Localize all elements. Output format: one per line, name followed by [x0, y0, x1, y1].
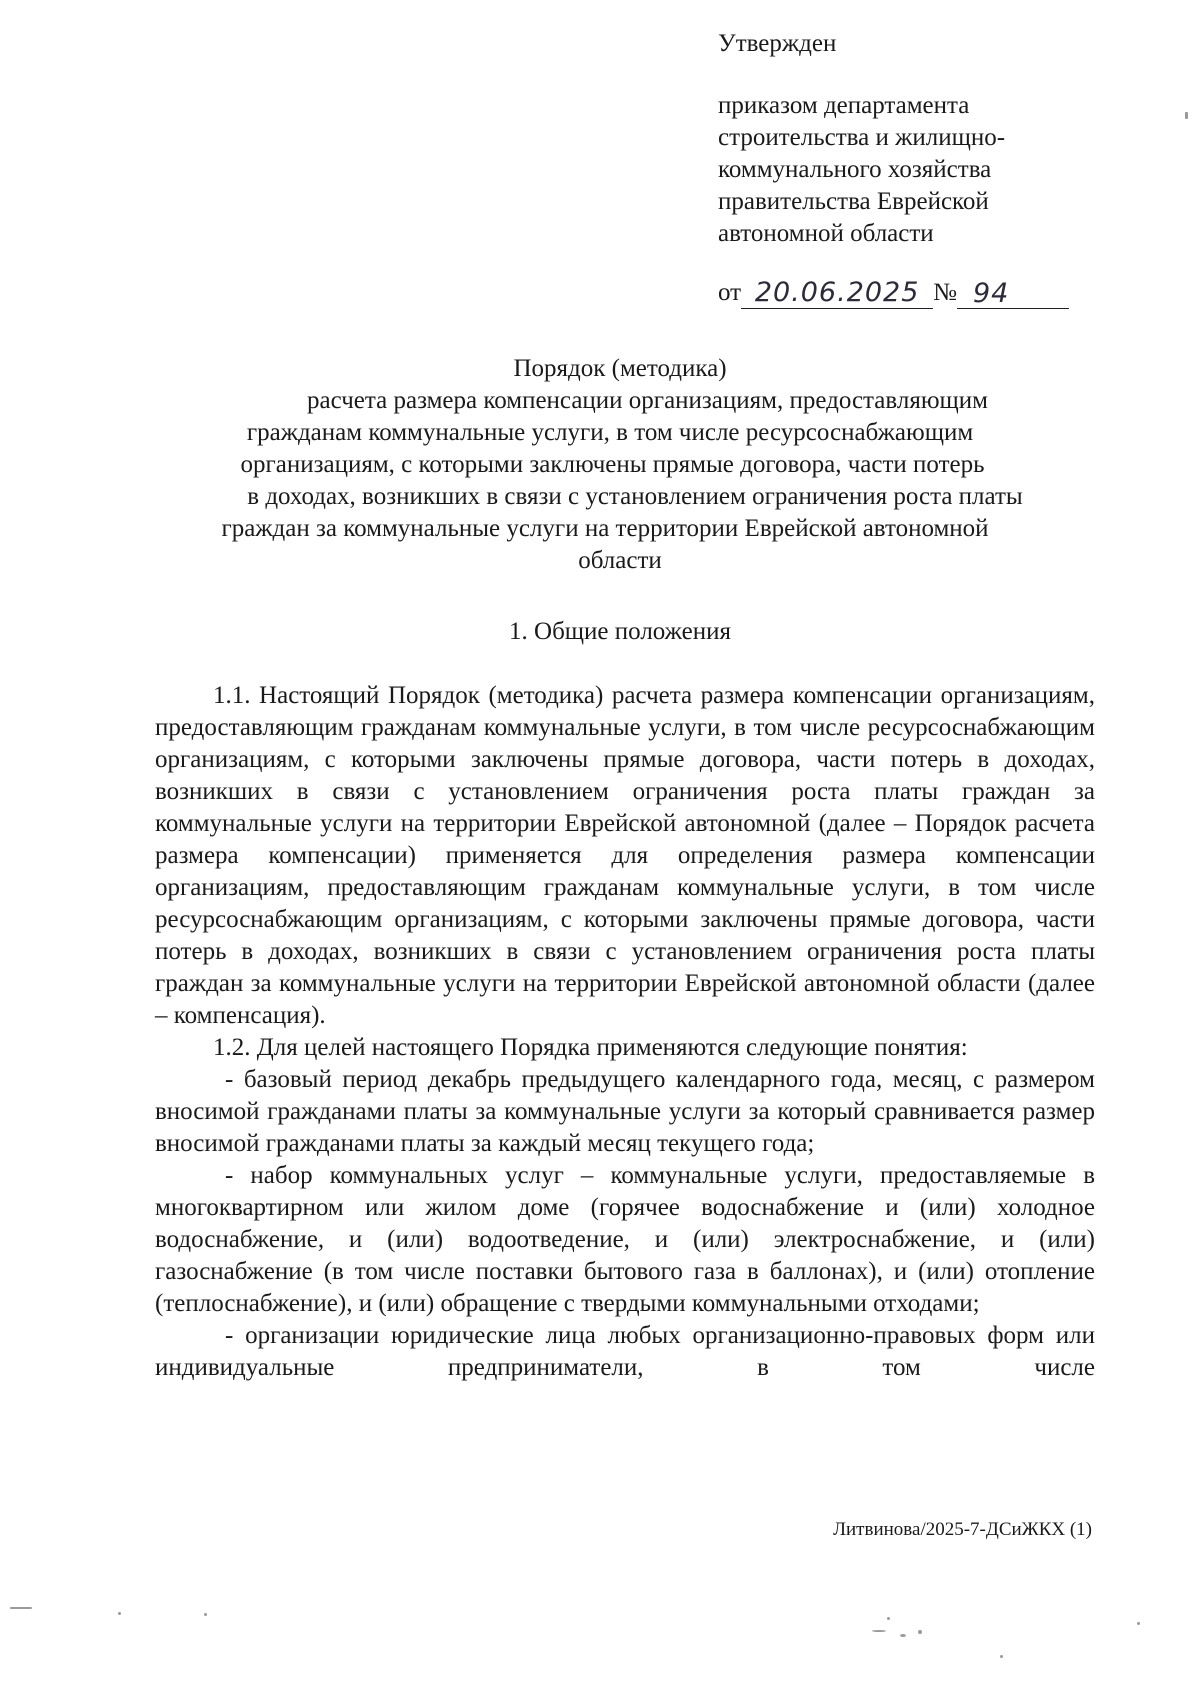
heading-line: расчета размера компенсации организациям, предоставляющим — [307, 387, 988, 414]
heading-line: гражданам коммунальные услуги, в том числе ресурсоснабжающим — [246, 419, 974, 446]
approval-stamp — [718, 28, 1098, 250]
approval-line: автономной области — [718, 220, 934, 247]
from-label: от — [718, 279, 742, 306]
approval-line: строительства и жилищно- — [718, 124, 1006, 151]
paragraph: 1.2. Для целей настоящего Порядка применяются следующие понятия: — [213, 1034, 968, 1061]
approval-line: правительства Еврейской — [718, 188, 989, 215]
paragraph: - базовый период декабрь предыдущего календарного года, месяц, с размером вносимой гражданами платы за коммунальные услуги за который сравнивается размер вносимой гражданами платы за каждый месяц текущего года; — [155, 1066, 1095, 1157]
approval-title: Утвержден — [718, 30, 837, 57]
paragraph: - организации юридические лица любых организационно-правовых форм или индивидуальные предприниматели, в том числе — [155, 1322, 1095, 1381]
body-text — [155, 680, 1095, 1384]
paragraph: 1.1. Настоящий Порядок (методика) расчета размера компенсации организациям, предоставляющим гражданам коммунальные услуги, в том числе ресурсоснабжающим организациям, с которыми заключены прямые договора, части потерь в доходах, возникших в связи с установлением ограничения роста платы граждан за коммунальные услуги на территории Еврейской автономной (далее – Порядок расчета размера компенсации) применяется для определения размера компенсации организациям, предоставляющим гражданам коммунальные услуги, в том числе ресурсоснабжающим организациям, с которыми заключены прямые договора, части потерь в доходах, возникших в связи с установлением ограничения роста платы граждан за коммунальные услуги на территории Еврейской автономной области (далее – компенсация). — [155, 682, 1095, 1029]
approval-line: приказом департамента — [718, 92, 970, 119]
section-title: 1. Общие положения — [509, 618, 731, 645]
heading-line: Порядок (методика) — [513, 355, 727, 382]
approval-lines — [718, 90, 1098, 250]
paragraph: - набор коммунальных услуг – коммунальные услуги, предоставляемые в многоквартирном или жилом доме (горячее водоснабжение и (или) холодное водоснабжение, и (или) водоотведение, и (или) электроснабжение, и (или) газоснабжение (в том числе поставки бытового газа в баллонах), и (или) отопление (теплоснабжение), и (или) обращение с твердыми коммунальными отходами; — [155, 1162, 1095, 1317]
heading-line: в доходах, возникших в связи с установлением ограничения роста платы — [247, 483, 1023, 510]
footer-reference: Литвинова/2025-7-ДСиЖКХ (1) — [833, 1519, 1092, 1540]
heading-line: области — [578, 547, 662, 574]
order-date: 20.06.2025 — [741, 280, 933, 309]
approval-line: коммунального хозяйства — [718, 156, 992, 183]
heading-line: граждан за коммунальные услуги на территории Еврейской автономной — [221, 515, 989, 542]
order-number: 94 — [957, 281, 1069, 309]
order-date-number — [718, 277, 1098, 309]
number-label: № — [933, 279, 957, 306]
document-heading — [140, 353, 1100, 577]
heading-line: организациям, с которыми заключены прямые договора, части потерь — [240, 451, 985, 478]
